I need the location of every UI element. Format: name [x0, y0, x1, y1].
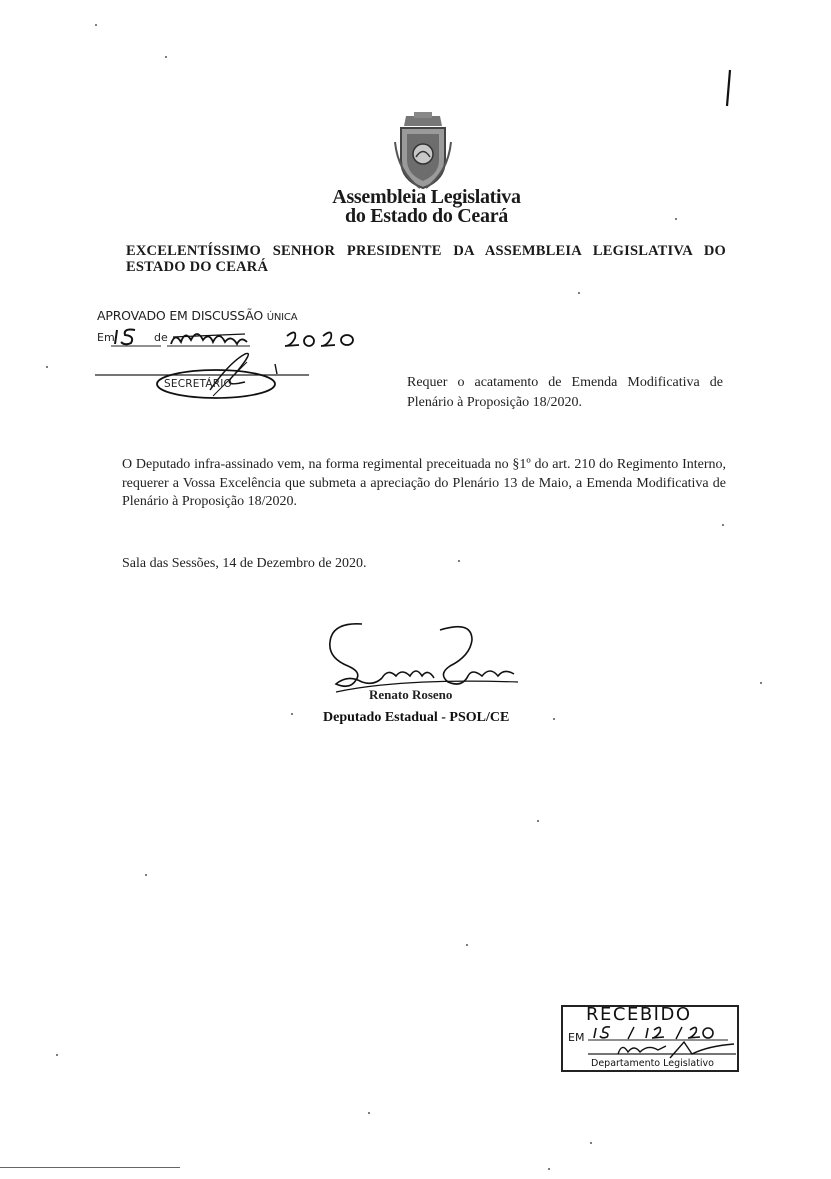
scan-speck	[675, 218, 677, 220]
approval-stamp-title	[97, 308, 297, 323]
approval-stamp-em-label: Em	[97, 331, 115, 344]
signatory-name: Renato Roseno	[369, 687, 453, 702]
closing-place-date: Sala das Sessões, 14 de Dezembro de 2020.	[122, 556, 367, 571]
scan-speck	[578, 292, 580, 294]
approval-stamp-title-main: APROVADO EM DISCUSSÃO	[97, 308, 263, 323]
scan-speck	[760, 682, 762, 684]
subject-text: Requer o acatamento de Emenda Modificativa de Plenário à Proposição 18/2020.	[407, 375, 723, 410]
approval-stamp-title-unica: ÚNICA	[266, 312, 298, 323]
scan-speck	[722, 524, 724, 526]
scan-speck	[466, 944, 468, 946]
scan-speck	[368, 1112, 370, 1114]
page-bottom-rule	[0, 1167, 180, 1168]
scan-speck	[548, 1168, 550, 1170]
organization-name-line1: Assembleia Legislativa	[332, 186, 521, 208]
secretary-label: SECRETÁRIO	[164, 378, 232, 390]
edge-mark	[724, 66, 738, 110]
addressee-line2: ESTADO DO CEARÁ	[126, 259, 269, 275]
scan-speck	[95, 24, 97, 26]
scan-speck	[46, 366, 48, 368]
scan-speck	[537, 820, 539, 822]
scan-speck	[145, 874, 147, 876]
organization-name-line2: do Estado do Ceará	[345, 205, 508, 227]
scan-speck	[56, 1054, 58, 1056]
coat-of-arms-icon	[392, 112, 454, 192]
received-stamp-title: RECEBIDO	[586, 1004, 692, 1025]
body-paragraph: O Deputado infra-assinado vem, na forma regimental preceituada no §1º do art. 210 do Regimento Interno, requerer a Vossa Excelência que submeta a apreciação do Plenário 13 de Maio, a Emenda Modificativa de Plenário à Proposição 18/2020.	[122, 457, 726, 509]
signatory-role: Deputado Estadual - PSOL/CE	[323, 710, 510, 725]
scan-speck	[458, 560, 460, 562]
addressee-line1: EXCELENTÍSSIMO SENHOR PRESIDENTE DA ASSEMBLEIA LEGISLATIVA DO	[126, 243, 726, 259]
scan-speck	[590, 1142, 592, 1144]
approval-stamp-handwriting	[95, 322, 365, 422]
scan-speck	[553, 718, 555, 720]
received-stamp-em-label: EM	[568, 1031, 585, 1044]
received-stamp-department: Departamento Legislativo	[591, 1058, 714, 1069]
approval-stamp-de-label: de	[154, 331, 168, 344]
scan-speck	[165, 56, 167, 58]
scan-speck	[291, 713, 293, 715]
